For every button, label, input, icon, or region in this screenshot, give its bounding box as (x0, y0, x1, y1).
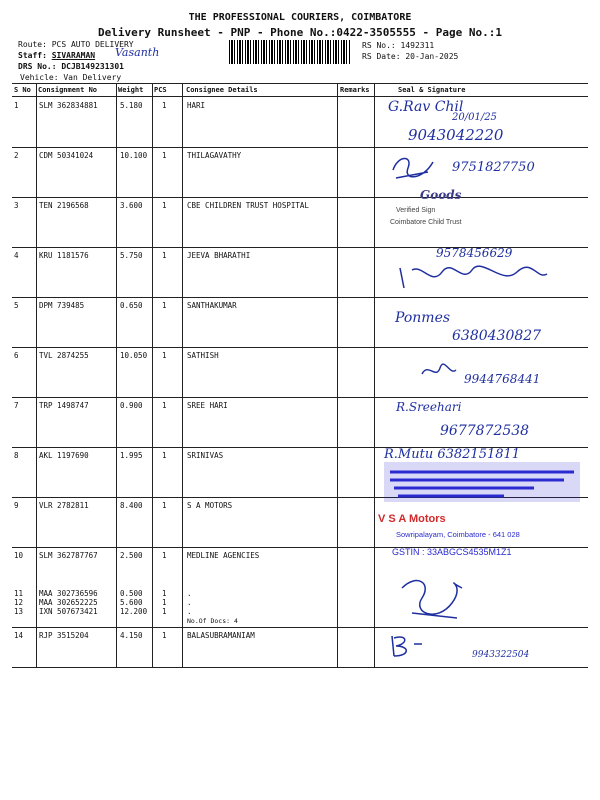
row-sno: 4 (14, 251, 19, 260)
staff-handwritten: Vasanth (115, 46, 160, 59)
row-pcs: 1 (162, 451, 167, 460)
row-sno: 1 (14, 101, 19, 110)
row-consignee: . (187, 598, 192, 607)
row-sno: 8 (14, 451, 19, 460)
signature-3-goods: Goods (420, 188, 462, 202)
row-consignee: BALASUBRAMANIAM (187, 631, 255, 640)
row-pcs: 1 (162, 589, 167, 598)
row-weight: 0.500 (120, 589, 143, 598)
signature-3-verified: Verified Sign (396, 207, 436, 214)
col-divider (36, 83, 37, 667)
docs-count: No.Of Docs: 4 (187, 617, 238, 625)
table-header-border (12, 96, 588, 97)
signature-5-name: Ponmes (395, 310, 451, 326)
signature-2-scribble (388, 150, 438, 185)
staff-row (18, 51, 95, 60)
row-weight: 5.750 (120, 251, 143, 260)
row-separator (12, 197, 588, 198)
row-pcs: 1 (162, 101, 167, 110)
signature-3-org: Coimbatore Child Trust (390, 219, 462, 226)
signature-2-phone: 9751827750 (452, 160, 535, 175)
row-consignment: MAA 302652225 (39, 598, 98, 607)
row-pcs: 1 (162, 401, 167, 410)
signature-10-gstin: GSTIN : 33ABGCS4535M1Z1 (392, 547, 512, 557)
row-weight: 1.995 (120, 451, 143, 460)
row-pcs: 1 (162, 631, 167, 640)
row-consignee: CBE CHILDREN TRUST HOSPITAL (187, 201, 309, 210)
signature-10-scribble (392, 568, 472, 628)
signature-1-date: 20/01/25 (452, 112, 497, 123)
signature-9-address: Sowripalayam, Coimbatore - 641 028 (396, 530, 520, 539)
row-weight: 2.500 (120, 551, 143, 560)
row-consignment: KRU 1181576 (39, 251, 89, 260)
row-sno: 5 (14, 301, 19, 310)
row-consignment: VLR 2782811 (39, 501, 89, 510)
row-sno: 10 (14, 551, 24, 560)
signature-6-phone: 9944768441 (464, 372, 541, 386)
drs-number: DRS No.: DCJB149231301 (18, 62, 124, 71)
row-separator (12, 347, 588, 348)
vehicle-label: Vehicle: Van Delivery (20, 73, 122, 82)
col-consignee: Consignee Details (186, 86, 258, 94)
row-pcs: 1 (162, 351, 167, 360)
row-consignment: IXN 507673421 (39, 607, 98, 616)
row-separator (12, 627, 588, 628)
row-weight: 0.650 (120, 301, 143, 310)
col-seal: Seal & Signature (398, 86, 466, 94)
row-consignee: HARI (187, 101, 206, 110)
company-title: THE PROFESSIONAL COURIERS, COIMBATORE (188, 12, 412, 23)
row-sno: 11 (14, 589, 24, 598)
row-consignee: S A MOTORS (187, 501, 233, 510)
row-consignee: . (187, 589, 192, 598)
row-consignment: DPM 739485 (39, 301, 85, 310)
row-pcs: 1 (162, 201, 167, 210)
row-sno: 3 (14, 201, 19, 210)
row-sno: 7 (14, 401, 19, 410)
signature-14-scribble (386, 630, 426, 660)
signature-7-phone: 9677872538 (440, 423, 530, 439)
row-pcs: 1 (162, 501, 167, 510)
table-bottom-border (12, 667, 588, 668)
row-consignment: TVL 2874255 (39, 351, 89, 360)
row-separator (12, 147, 588, 148)
signature-4-scribble (392, 260, 552, 292)
row-consignment: MAA 302736596 (39, 589, 98, 598)
company-stamp-8 (384, 462, 580, 502)
row-consignment: SLM 362834881 (39, 101, 98, 110)
barcode (229, 40, 351, 64)
col-pcs: PCS (154, 86, 167, 94)
row-consignee: SATHISH (187, 351, 219, 360)
row-weight: 5.600 (120, 598, 143, 607)
row-weight: 0.900 (120, 401, 143, 410)
row-sno: 12 (14, 598, 24, 607)
row-sno: 2 (14, 151, 19, 160)
row-sno: 6 (14, 351, 19, 360)
signature-1-phone: 9043042220 (408, 126, 504, 144)
col-divider (337, 83, 338, 667)
signature-14-phone: 9943322504 (472, 650, 530, 660)
col-divider (374, 83, 375, 667)
row-sno: 13 (14, 607, 24, 616)
signature-9-stamp: V S A Motors (378, 513, 446, 525)
row-consignee: SREE HARI (187, 401, 228, 410)
signature-4-phone: 9578456629 (436, 246, 513, 260)
row-weight: 10.100 (120, 151, 148, 160)
row-weight: 8.400 (120, 501, 143, 510)
row-consignee: SRINIVAS (187, 451, 224, 460)
signature-5-phone: 6380430827 (452, 328, 542, 344)
signature-1-name: G.Rav Chil (388, 99, 464, 115)
col-divider (182, 83, 183, 667)
row-sno: 14 (14, 631, 24, 640)
row-consignee: MEDLINE AGENCIES (187, 551, 260, 560)
signature-8-phone: R.Mutu 6382151811 (384, 447, 521, 462)
row-weight: 3.600 (120, 201, 143, 210)
rs-date: RS Date: 20-Jan-2025 (362, 52, 459, 61)
row-pcs: 1 (162, 598, 167, 607)
row-consignee: JEEVA BHARATHI (187, 251, 251, 260)
row-sno: 9 (14, 501, 19, 510)
row-consignment: TEN 2196568 (39, 201, 89, 210)
col-divider (152, 83, 153, 667)
row-consignment: AKL 1197690 (39, 451, 89, 460)
col-divider (116, 83, 117, 667)
row-consignee: . (187, 607, 192, 616)
col-remarks: Remarks (340, 86, 370, 94)
signature-6-scribble (418, 360, 458, 382)
row-pcs: 1 (162, 551, 167, 560)
row-weight: 10.050 (120, 351, 148, 360)
row-pcs: 1 (162, 251, 167, 260)
col-weight: Weight (118, 86, 144, 94)
row-pcs: 1 (162, 151, 167, 160)
row-pcs: 1 (162, 607, 167, 616)
runsheet-subtitle: Delivery Runsheet - PNP - Phone No.:0422-3505555 - Page No.:1 (98, 26, 502, 39)
row-consignment: TRP 1498747 (39, 401, 89, 410)
row-pcs: 1 (162, 301, 167, 310)
row-consignment: SLM 362787767 (39, 551, 98, 560)
row-weight: 4.150 (120, 631, 143, 640)
route-label: Route: PCS AUTO DELIVERY (18, 40, 134, 49)
col-consignment: Consignment No (38, 86, 98, 94)
row-weight: 5.180 (120, 101, 143, 110)
row-separator (12, 397, 588, 398)
rs-number: RS No.: 1492311 (362, 41, 435, 50)
table-top-border (12, 83, 588, 84)
row-consignment: CDM 50341024 (39, 151, 94, 160)
signature-7-name: R.Sreehari (396, 400, 462, 414)
row-consignment: RJP 3515204 (39, 631, 89, 640)
staff-label: Staff: (18, 51, 47, 60)
row-weight: 12.200 (120, 607, 148, 616)
col-sno: S No (14, 86, 31, 94)
row-separator (12, 297, 588, 298)
row-consignee: SANTHAKUMAR (187, 301, 237, 310)
row-consignee: THILAGAVATHY (187, 151, 242, 160)
staff-name: SIVARAMAN (51, 51, 96, 60)
